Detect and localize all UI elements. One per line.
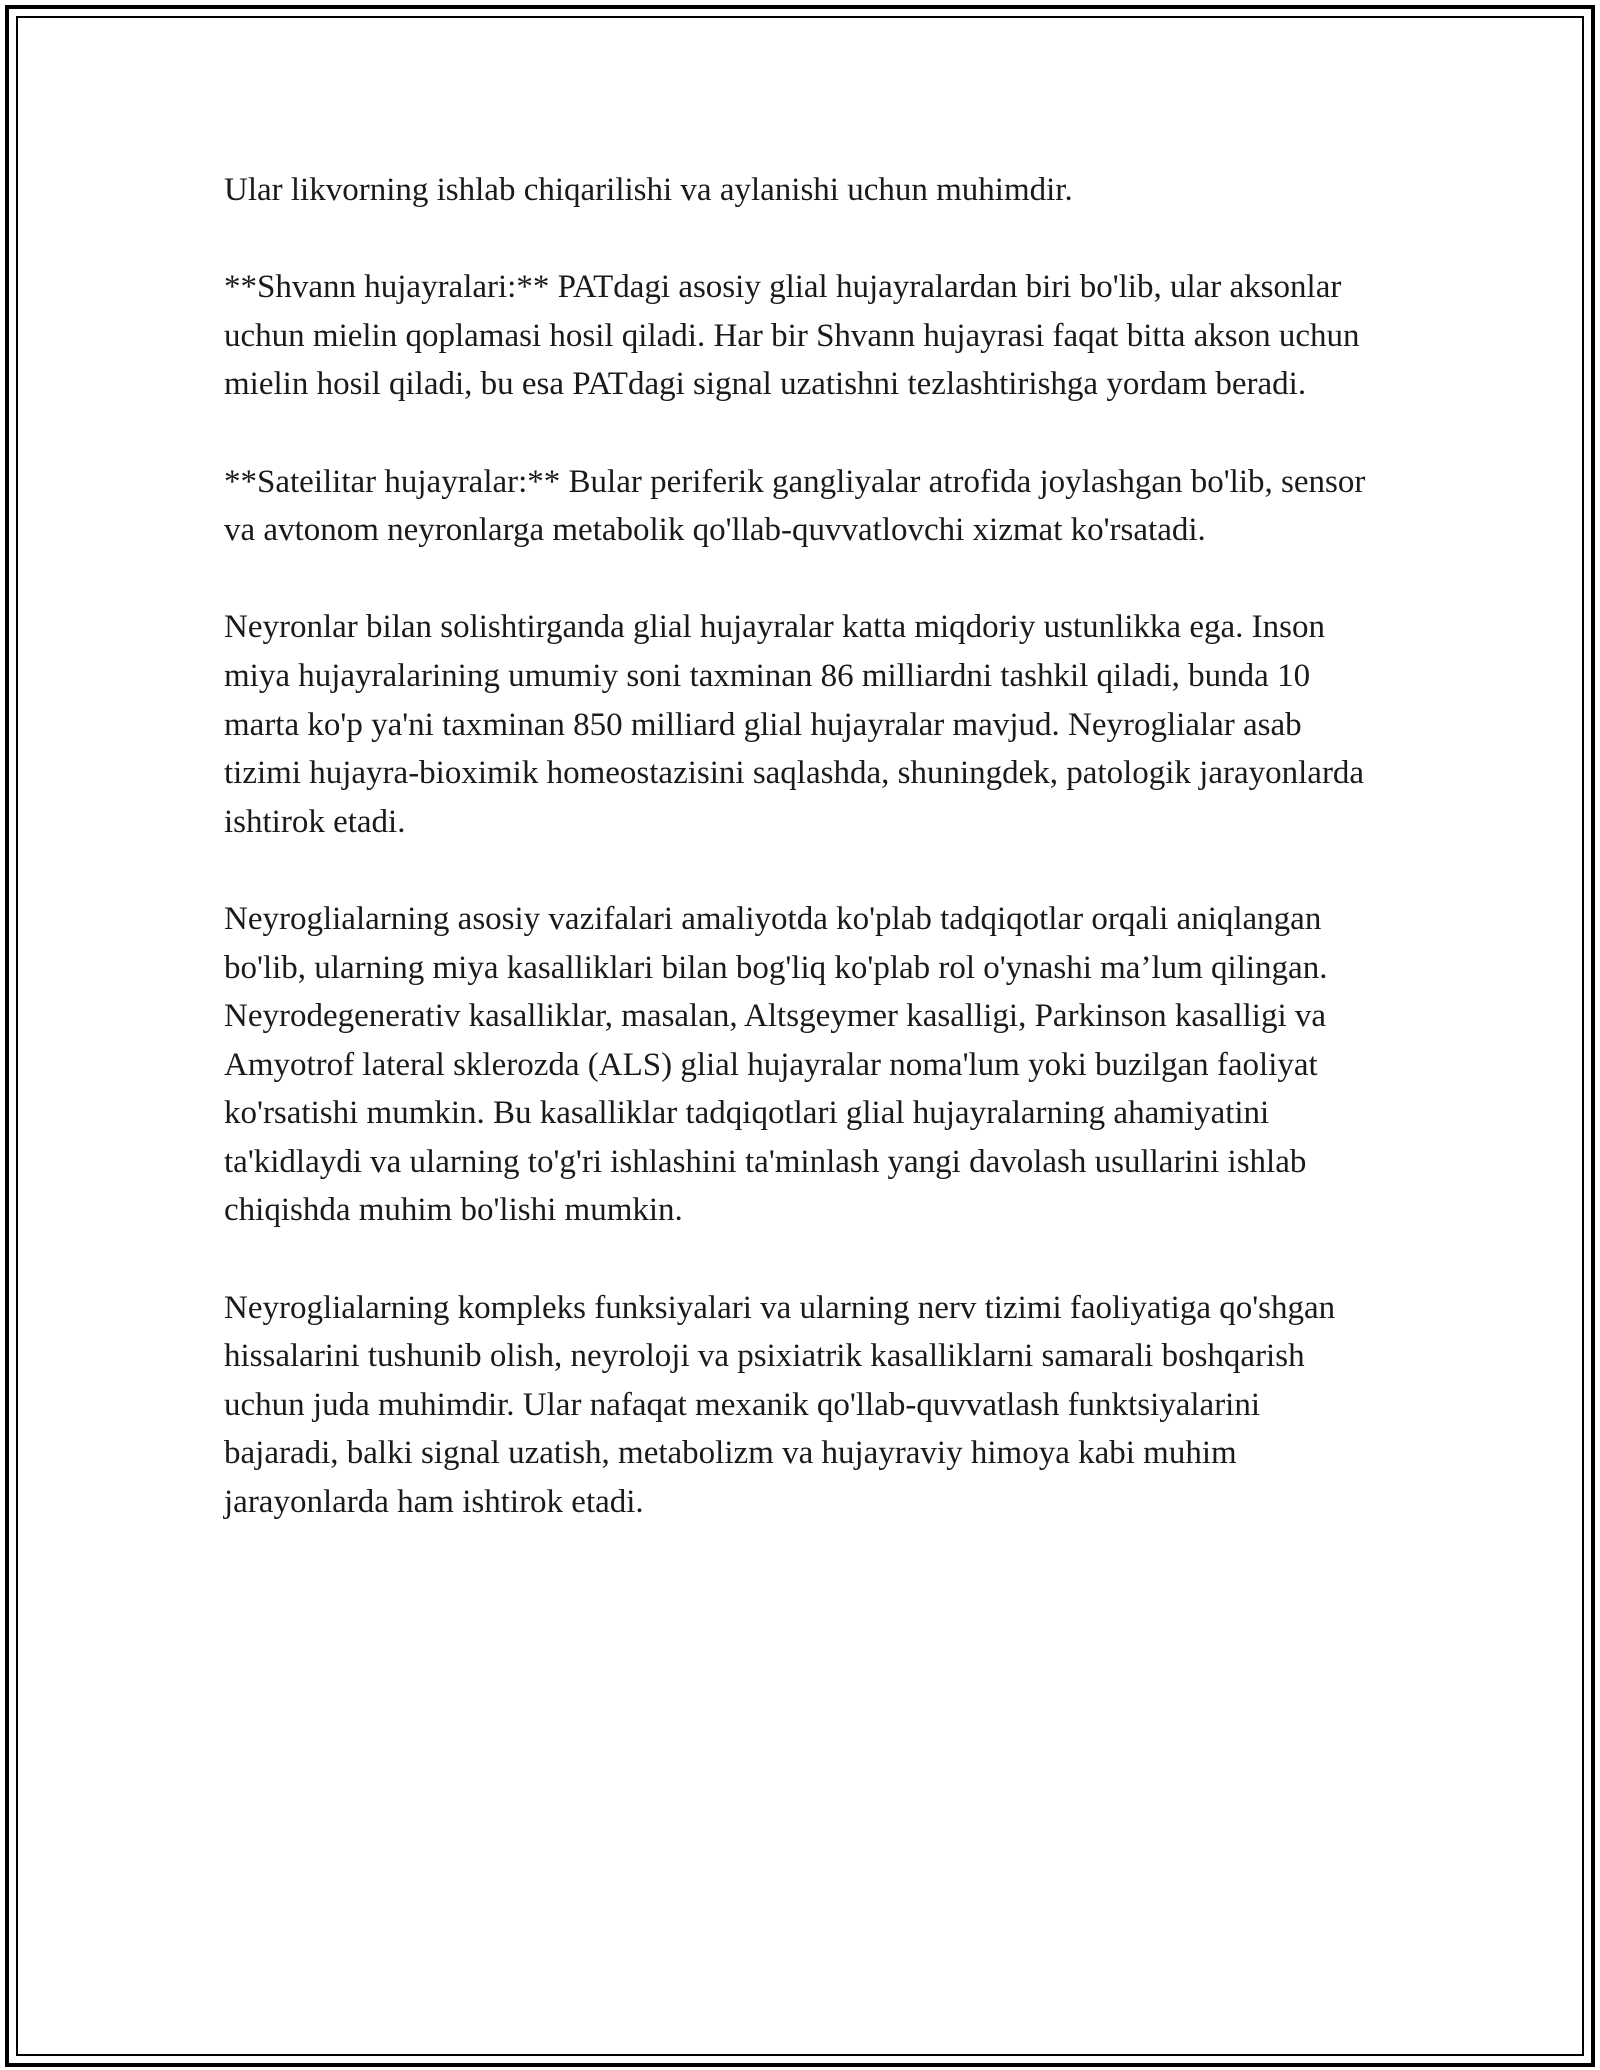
paragraph-likvor: Ular likvorning ishlab chiqarilishi va aylanishi uchun muhimdir. xyxy=(224,172,1073,208)
paragraph-shvann-cells: **Shvann hujayralari:** PATdagi asosiy glial hujayralardan biri bo'lib, ular aksonlar uchun mielin qoplamasi hosil qiladi. Har bir Shvann hujayrasi faqat bitta akson uchun mielin hosil qiladi, bu esa PATdagi signal uzatishni tezlashtirishga yordam beradi. xyxy=(224,269,1360,403)
paragraph-glia-diseases: Neyroglialarning asosiy vazifalari amaliyotda ko'plab tadqiqotlar orqali aniqlangan bo'lib, ularning miya kasalliklari bilan bog'liq ko'plab rol o'ynashi ma’lum qilingan. Neyrodegenerativ kasalliklar, masalan, Altsgeymer kasalligi, Parkinson kasalligi va Amyotrof lateral sklerozda (ALS) glial hujayralar noma'lum yoki buzilgan faoliyat ko'rsatishi mumkin. Bu kasalliklar tadqiqotlari glial hujayralarning ahamiyatini ta'kidlaydi va ularning to'g'ri ishlashini ta'minlash yangi davolash usullarini ishlab chiqishda muhim bo'lishi mumkin. xyxy=(224,900,1328,1229)
paragraph-glia-functions: Neyroglialarning kompleks funksiyalari va ularning nerv tizimi faoliyatiga qo'shgan hissalarini tushunib olish, neyroloji va psixiatrik kasalliklarni samarali boshqarish uchun juda muhimdir. Ular nafaqat mexanik qo'llab-quvvatlash funktsiyalarini bajaradi, balki signal uzatish, metabolizm va hujayraviy himoya kabi muhim jarayonlarda ham ishtirok etadi. xyxy=(224,1289,1336,1521)
paragraph-glia-count: Neyronlar bilan solishtirganda glial hujayralar katta miqdoriy ustunlikka ega. Inson miya hujayralarining umumiy soni taxminan 86 milliardni tashkil qiladi, bunda 10 marta ko'p ya'ni taxminan 850 milliard glial hujayralar mavjud. Neyroglialar asab tizimi hujayra-bioximik homeostazisini saqlashda, shuningdek, patologik jarayonlarda ishtirok etadi. xyxy=(224,609,1365,840)
paragraph-satellite-cells: **Sateilitar hujayralar:** Bular periferik gangliyalar atrofida joylashgan bo'lib, sensor va avtonom neyronlarga metabolik qo'llab-quvvatlovchi xizmat ko'rsatadi. xyxy=(224,463,1366,549)
document-body xyxy=(224,166,1374,1527)
